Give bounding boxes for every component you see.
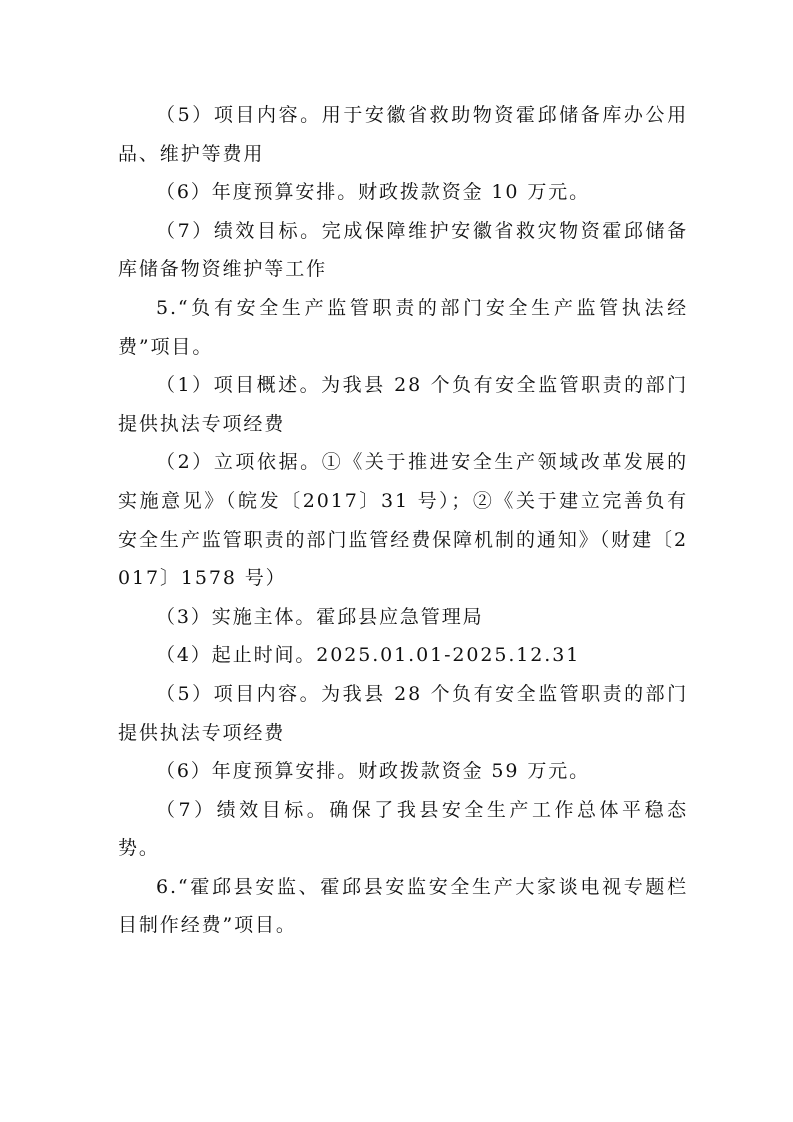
paragraph-project-basis: （2）立项依据。①《关于推进安全生产领域改革发展的实施意见》（皖发〔2017〕31 号）；②《关于建立完善负有安全生产监管职责的部门监管经费保障机制的通知》（财建〔2017〕1578 号） bbox=[118, 451, 688, 590]
paragraph-project-content: （5）项目内容。用于安徽省救助物资霍邱储备库办公用品、维护等费用 bbox=[118, 104, 688, 165]
paragraph-performance-goal-2: （7）绩效目标。确保了我县安全生产工作总体平稳态势。 bbox=[118, 798, 688, 860]
section-heading-5: 5.“负有安全生产监管职责的部门安全生产监管执法经费”项目。 bbox=[118, 296, 688, 358]
paragraph-project-content-2: （5）项目内容。为我县 28 个负有安全监管职责的部门提供执法专项经费 bbox=[118, 682, 688, 744]
paragraph-time-period: （4）起止时间。2025.01.01-2025.12.31 bbox=[156, 644, 581, 667]
section-heading-6: 6.“霍邱县安监、霍邱县安监安全生产大家谈电视专题栏目制作经费”项目。 bbox=[118, 875, 688, 937]
document-body bbox=[118, 96, 688, 945]
paragraph-annual-budget-2: （6）年度预算安排。财政拨款资金 59 万元。 bbox=[156, 760, 591, 783]
paragraph-annual-budget: （6）年度预算安排。财政拨款资金 10 万元。 bbox=[156, 181, 591, 204]
paragraph-project-overview: （1）项目概述。为我县 28 个负有安全监管职责的部门提供执法专项经费 bbox=[118, 374, 688, 435]
paragraph-implementing-body: （3）实施主体。霍邱县应急管理局 bbox=[156, 605, 484, 628]
paragraph-performance-goal: （7）绩效目标。完成保障维护安徽省救灾物资霍邱储备库储备物资维护等工作 bbox=[118, 219, 688, 281]
